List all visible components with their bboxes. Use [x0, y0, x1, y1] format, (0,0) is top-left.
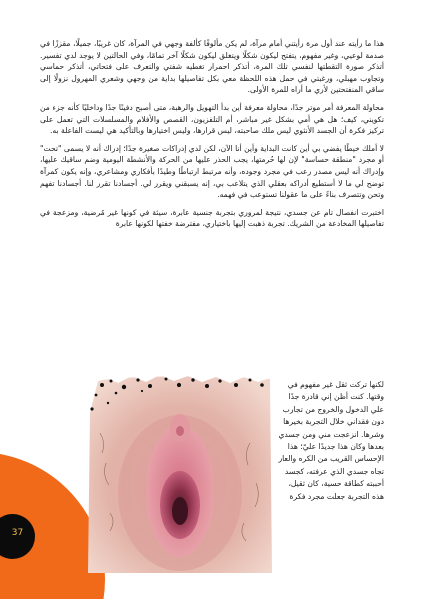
paragraph: محاولة المعرفة أمر موتر جدًا، محاولة معرفة أين بدأ التهويل والرهبة، متى أصبح دفينًا جدًا وداخليًا كأنه جزء من تكويني، كيف؛ هل هي أمي بشكل غير مباشر، أم التلفزيون، القصص والأفلام والمسلسلات التي تعمل على تركيز فكرة أن الجسد الأنثوي ليس ملك صاحبته، ليس قرارها، وليس اختيارها وبالتأكيد هي ليست الفاعلة به. [40, 102, 384, 136]
page-number: 37 [11, 528, 24, 538]
text-line: الإحساس القريب من الكره والعار [278, 454, 384, 464]
text-line: أحببته كطاقة حسية، كان ثقيل، [288, 479, 384, 489]
wrapped-text-column [266, 379, 384, 503]
text-line: لكنها تركت ثقل غير مفهوم في [287, 380, 384, 389]
text-line: هذه التجربة جعلت مجرد فكرة [289, 491, 384, 501]
text-line: بعدها وكان هذا جديدًا عليّ؛ هذا [287, 442, 384, 452]
text-line: علي الدخول والخروج من تجارب [282, 404, 384, 414]
illustration-photo [80, 373, 275, 578]
text-line: تجاه جسدي الذي عرفته، كجسد [284, 466, 384, 476]
paragraph: اختبرت انفصال تام عن جسدي، نتيجة لمروري بتجربة جنسية عابرة، سيئة في كونها غير مُرضية، ومزعجة في تفاصيلها المخادعة من الشريك. تجربة ذهبت إليها باختياري، مفترضة خفتها لكونها عابرة [40, 207, 384, 229]
body-text [40, 38, 384, 236]
text-line: وشرها. انزعجت مني ومن جسدي [278, 429, 384, 439]
paragraph: هذا ما رأيته عند أول مرة رأيتني أمام مرآة، لم يكن مألوفًا كألفة وجهي في المرآة، كان غريبًا، جميلًا، مقززًا في صدمة لوعيي، وغير مفهوم، يتفتح ليكون شكلًا ويتغلق ليكون شكلًا آخر تمامًا، وفي الحالتين لا يوجد لدي تفسير. أتذكر صورة التقطتها لنفسي تلك المرة، أتذكر احمرار تغطيه شفتي والتعرف على فتحاتي، أتذكر حماسي وتجاوب مهبلي، ورغبتي في حمل هذه اللحظة معي بكل تفاصيلها بداية من وجهي وشعري المهرول نزولًا إلى ساقي المنفتحتين لأري ما أراه للمرة الأولى. [40, 39, 384, 95]
text-line: دون فقداني خلال التجربة بخيرها [283, 417, 384, 427]
paragraph: لا أملك خيطًا يفضي بي أين كانت البداية وأين أنا الآن، لكن لدي إدراكات صغيرة جدًا؛ إدراك أنه لا يسمى "تحت" أو مجرد "منطقة حساسة" لإن لها حُرمتها، يجب الحذر عليها من الحركة والأنشطة اليومية وضم ساقيك عليها، وإدراك أنه ليس مصدر رعب في مجرد وجوده، وأنه مرتبط ارتباطًا وطيدًا بأفكاري ومشاعري، وإنه يكون كمرآة توضح لي ما لا أستطيع أدراكه بعقلي الذي يتلاعب بي، إنه يسبقني ويقرر لي. أجسادنا تقرر لنا. أجسادنا تفهم وتحن وتتصرف بناءً على ما عقولنا تستوعب في فهمه. [40, 143, 384, 200]
text-line: وقتها. كنت أظن إني قادرة جدًا [288, 392, 384, 402]
